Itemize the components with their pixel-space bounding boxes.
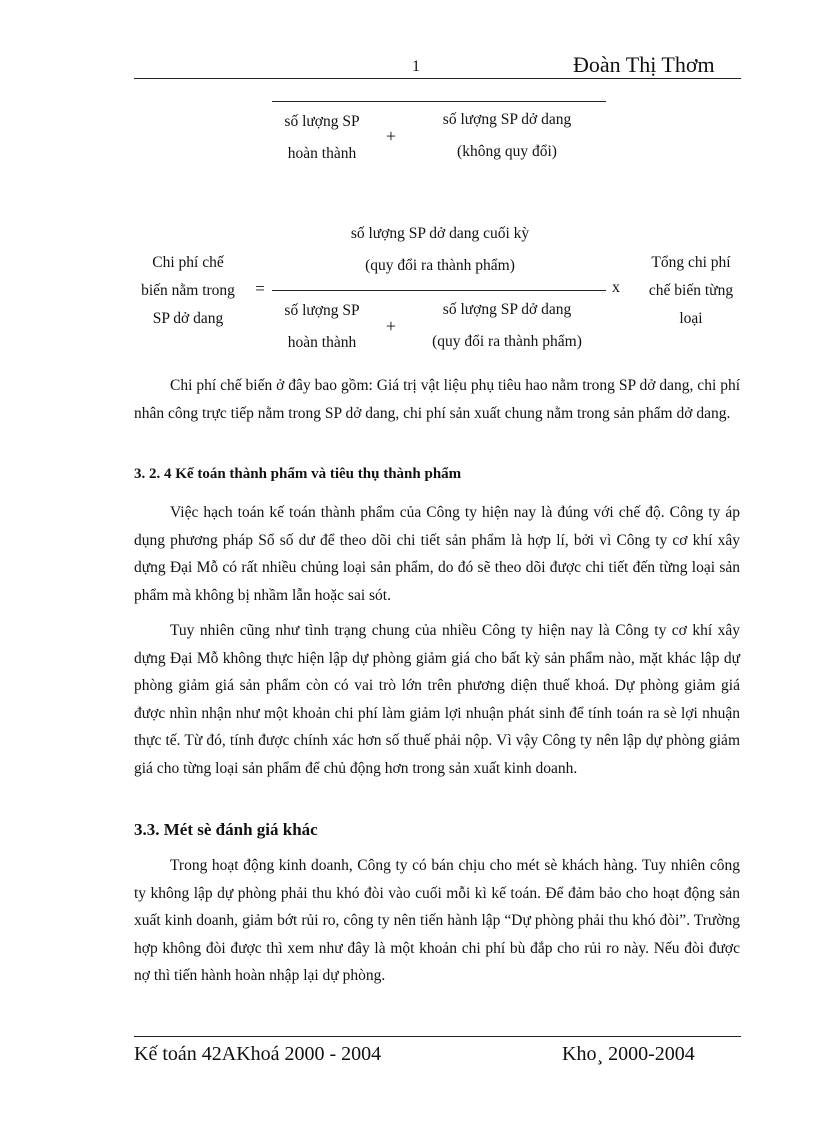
page-number: 1 [412, 58, 420, 75]
formula-top-fraction-line [272, 101, 606, 102]
paragraph-finished-goods: Việc hạch toán kế toán thành phẩm của Công ty hiện nay là đúng với chế độ. Công ty áp dụng phương pháp Sổ số dư để theo dõi chi tiết sản phẩm là hợp lí, bởi vì Công ty cơ khí xây dựng Đại Mỗ có rất nhiều chủng loại sản phẩm, do đó sẽ theo dõi được chi tiết đến từng loại sản phẩm mà không bị nhầm lẫn hoặc sai sót. [134, 504, 740, 604]
formula-top-denominator-right [412, 104, 602, 168]
formula-lhs-line2: biến nằm trong [141, 282, 235, 299]
formula-equals-sign: = [255, 279, 265, 298]
formula-rhs-line2: chế biến từng [648, 282, 734, 299]
footer-right-text: Kho¸ 2000-2004 [562, 1043, 695, 1065]
formula-top-plus: + [385, 126, 397, 146]
formula-top-den-right-line1: số lượng SP dở dang [442, 111, 572, 128]
header-author: Đoàn Thị Thơm [573, 52, 715, 77]
formula-main-lhs [124, 249, 252, 333]
formula-top-den-left-line2: hoàn thành [287, 145, 357, 162]
formula-top-den-right-line2: (không quy đổi) [457, 143, 557, 160]
formula-main-fraction-line [272, 290, 606, 291]
paragraph-price-reduction-provision: Tuy nhiên cũng như tình trạng chung của nhiều Công ty hiện nay là Công ty cơ khí xây dựng Đại Mỗ không thực hiện lập dự phòng giảm giá cho bất kỳ sản phẩm nào, mặt khác lập dự phòng giảm giá sản phẩm còn có vai trò lớn trên phương diện thuế khoá. Dự phòng giảm giá được nhìn nhận như một khoản chi phí làm giảm lợi nhuận phát sinh để tính toán ra sè lợi nhuận thực tế. Từ đó, tính được chính xác hơn số thuế phải nộp. Vì vậy Công ty nên lập dự phòng giảm giá cho từng loại sản phẩm để chủ động hơn trong sản xuất kinh doanh. [134, 622, 740, 777]
footer-rule [134, 1036, 741, 1037]
formula-lhs-line3: SP dở dang [152, 310, 224, 327]
formula-den-left-line2: hoàn thành [287, 334, 357, 351]
footer-left-text: Kế toán 42AKhoá 2000 - 2004 [134, 1043, 382, 1065]
section-heading-3-2-4: 3. 2. 4 Kế toán thành phẩm và tiêu thụ thành phẩm [134, 466, 462, 482]
formula-denominator-left [262, 295, 382, 359]
section-heading-3-3: 3.3. Mét sè đánh giá khác [134, 820, 318, 839]
formula-numerator [275, 218, 605, 282]
formula-main-plus: + [385, 316, 397, 336]
formula-numerator-line2: (quy đổi ra thành phẩm) [365, 257, 515, 274]
formula-lhs-line1: Chi phí chế [152, 254, 224, 271]
paragraph-bad-debt-provision: Trong hoạt động kinh doanh, Công ty có bán chịu cho mét sè khách hàng. Tuy nhiên công ty không lập dự phòng phải thu khó đòi vào cuối mỗi kì kế toán. Để đảm bảo cho hoạt động sản xuất kinh doanh, giảm bớt rủi ro, công ty nên tiến hành lập “Dự phòng phải thu khó đòi”. Trường hợp không đòi được thì xem như đây là một khoản chi phí bù đắp cho rủi ro này. Nếu đòi được nợ thì tiến hành hoàn nhập lại dự phòng. [134, 857, 740, 985]
formula-den-left-line1: số lượng SP [284, 302, 360, 319]
header-rule [134, 78, 741, 79]
formula-main-rhs [632, 249, 750, 333]
formula-rhs-line3: loại [679, 310, 703, 327]
paragraph-cost-description: Chi phí chế biến ở đây bao gồm: Giá trị vật liệu phụ tiêu hao nằm trong SP dở dang, chi phí nhân công trực tiếp nằm trong SP dở dang, chi phí sản xuất chung nằm trong sản phẩm dở dang. [134, 377, 740, 422]
formula-times-sign: x [612, 279, 620, 296]
formula-denominator-right [412, 294, 602, 358]
formula-den-right-line2: (quy đổi ra thành phẩm) [432, 333, 582, 350]
formula-den-right-line1: số lượng SP dở dang [442, 301, 572, 318]
formula-numerator-line1: số lượng SP dở dang cuối kỳ [350, 225, 530, 242]
formula-top-den-left-line1: số lượng SP [284, 113, 360, 130]
formula-top-denominator-left [262, 106, 382, 170]
formula-rhs-line1: Tổng chi phí [651, 254, 731, 271]
